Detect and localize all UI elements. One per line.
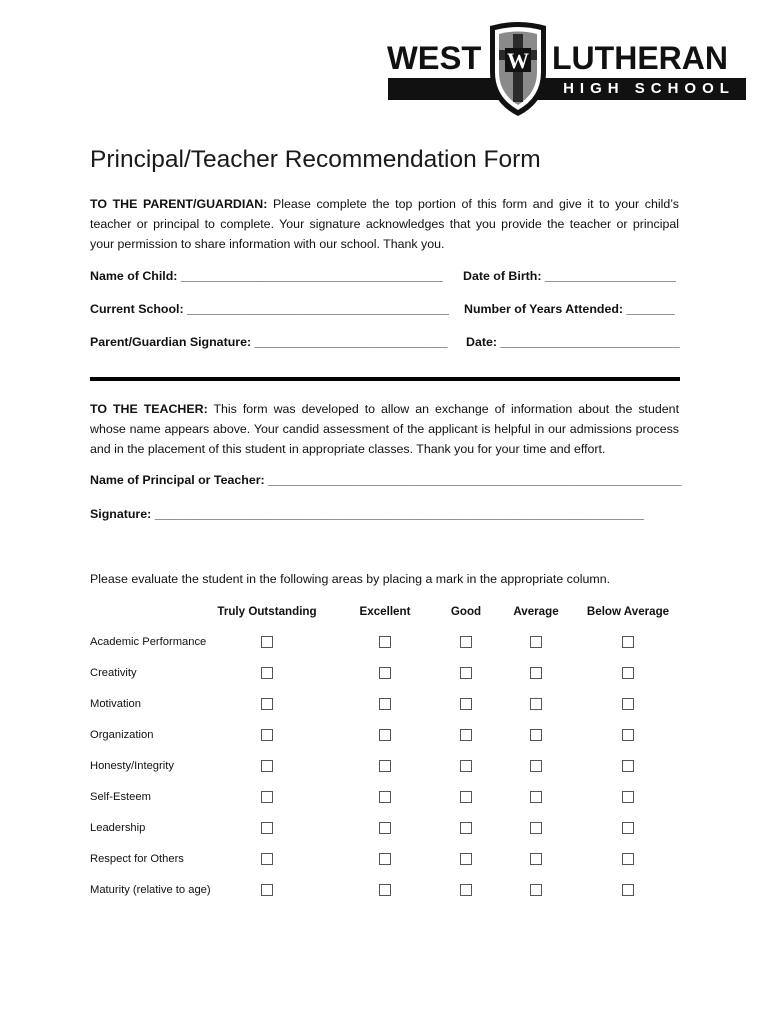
logo-word-lutheran: LUTHERAN — [552, 40, 728, 76]
rating-checkbox[interactable] — [530, 729, 542, 741]
teacher-instructions — [90, 399, 679, 459]
guardian-signature-field[interactable]: Parent/Guardian Signature: ____________________________ — [90, 335, 448, 349]
rating-checkbox[interactable] — [622, 698, 634, 710]
rating-checkbox[interactable] — [530, 853, 542, 865]
rating-row-label: Creativity — [90, 667, 137, 679]
rating-checkbox[interactable] — [530, 667, 542, 679]
rating-checkbox[interactable] — [379, 853, 391, 865]
rating-row-label: Academic Performance — [90, 636, 207, 648]
rating-checkbox[interactable] — [460, 822, 472, 834]
school-logo — [386, 20, 748, 120]
form-title: Principal/Teacher Recommendation Form — [90, 146, 541, 173]
rating-checkbox[interactable] — [530, 791, 542, 803]
rating-checkbox[interactable] — [379, 729, 391, 741]
teacher-instructions-lead: TO THE TEACHER: — [90, 402, 208, 416]
rating-checkbox[interactable] — [379, 791, 391, 803]
rating-checkbox[interactable] — [261, 698, 273, 710]
rating-checkbox[interactable] — [530, 884, 542, 896]
rating-column-header: Good — [450, 605, 482, 618]
section-divider — [90, 377, 680, 381]
logo-shield-letter: W — [507, 48, 529, 73]
rating-checkbox[interactable] — [622, 636, 634, 648]
rating-checkbox[interactable] — [622, 667, 634, 679]
rating-checkbox[interactable] — [622, 760, 634, 772]
rating-checkbox[interactable] — [261, 729, 273, 741]
rating-checkbox[interactable] — [622, 853, 634, 865]
rating-column-header: Excellent — [359, 605, 411, 618]
rating-checkbox[interactable] — [460, 791, 472, 803]
rating-checkbox[interactable] — [379, 884, 391, 896]
rating-checkbox[interactable] — [622, 822, 634, 834]
rating-column-header: Below Average — [586, 605, 670, 618]
teacher-name-field[interactable]: Name of Principal or Teacher: ____________________________________________________________ — [90, 473, 682, 487]
rating-row-label: Motivation — [90, 698, 141, 710]
rating-checkbox[interactable] — [460, 853, 472, 865]
parent-instructions — [90, 194, 679, 254]
date-of-birth-field[interactable]: Date of Birth: ___________________ — [463, 269, 676, 283]
years-attended-field[interactable]: Number of Years Attended: _______ — [464, 302, 675, 316]
rating-checkbox[interactable] — [460, 729, 472, 741]
rating-row-label: Respect for Others — [90, 853, 184, 865]
rating-column-header: Truly Outstanding — [217, 605, 317, 618]
rating-row-label: Maturity (relative to age) — [90, 884, 211, 896]
rating-column-header: Average — [513, 605, 559, 618]
rating-checkbox[interactable] — [261, 791, 273, 803]
teacher-instructions-body: This form was developed to allow an exchange of information about the student whose name appears above. Your candid assessment of the applicant is helpful in our admissions process and in the placement of this student in appropriate classes. Thank you for your time and effort. — [90, 402, 680, 456]
rating-checkbox[interactable] — [261, 822, 273, 834]
rating-checkbox[interactable] — [460, 698, 472, 710]
rating-checkbox[interactable] — [261, 667, 273, 679]
parent-instructions-body: Please complete the top portion of this form and give it to your child’s teacher or principal to complete. Your signature acknowledges that you provide the teacher or principal your permission to share information with our school. Thank you. — [90, 197, 679, 251]
evaluation-instructions: Please evaluate the student in the following areas by placing a mark in the appropriate column. — [90, 572, 611, 586]
rating-checkbox[interactable] — [379, 667, 391, 679]
rating-checkbox[interactable] — [530, 636, 542, 648]
rating-checkbox[interactable] — [622, 884, 634, 896]
child-name-field[interactable]: Name of Child: ______________________________________ — [90, 269, 443, 283]
guardian-date-field[interactable]: Date: __________________________ — [466, 335, 680, 349]
rating-checkbox[interactable] — [530, 760, 542, 772]
rating-checkbox[interactable] — [261, 884, 273, 896]
rating-checkbox[interactable] — [261, 853, 273, 865]
current-school-field[interactable]: Current School: ______________________________________ — [90, 302, 449, 316]
rating-checkbox[interactable] — [261, 636, 273, 648]
rating-checkbox[interactable] — [460, 636, 472, 648]
teacher-signature-field[interactable]: Signature: _______________________________________________________________________ — [90, 507, 644, 521]
rating-checkbox[interactable] — [530, 698, 542, 710]
rating-checkbox[interactable] — [530, 822, 542, 834]
rating-checkbox[interactable] — [460, 884, 472, 896]
logo-subtitle: HIGH SCHOOL — [563, 80, 735, 97]
rating-checkbox[interactable] — [622, 791, 634, 803]
rating-row-label: Self-Esteem — [90, 791, 151, 803]
rating-row-label: Honesty/Integrity — [90, 760, 174, 772]
rating-checkbox[interactable] — [379, 698, 391, 710]
rating-checkbox[interactable] — [460, 760, 472, 772]
parent-instructions-lead: TO THE PARENT/GUARDIAN: — [90, 197, 268, 211]
rating-checkbox[interactable] — [460, 667, 472, 679]
rating-checkbox[interactable] — [261, 760, 273, 772]
rating-row-label: Organization — [90, 729, 154, 741]
logo-word-west: WEST — [387, 40, 482, 76]
rating-checkbox[interactable] — [379, 636, 391, 648]
rating-row-label: Leadership — [90, 822, 146, 834]
rating-checkbox[interactable] — [379, 760, 391, 772]
rating-checkbox[interactable] — [622, 729, 634, 741]
rating-checkbox[interactable] — [379, 822, 391, 834]
